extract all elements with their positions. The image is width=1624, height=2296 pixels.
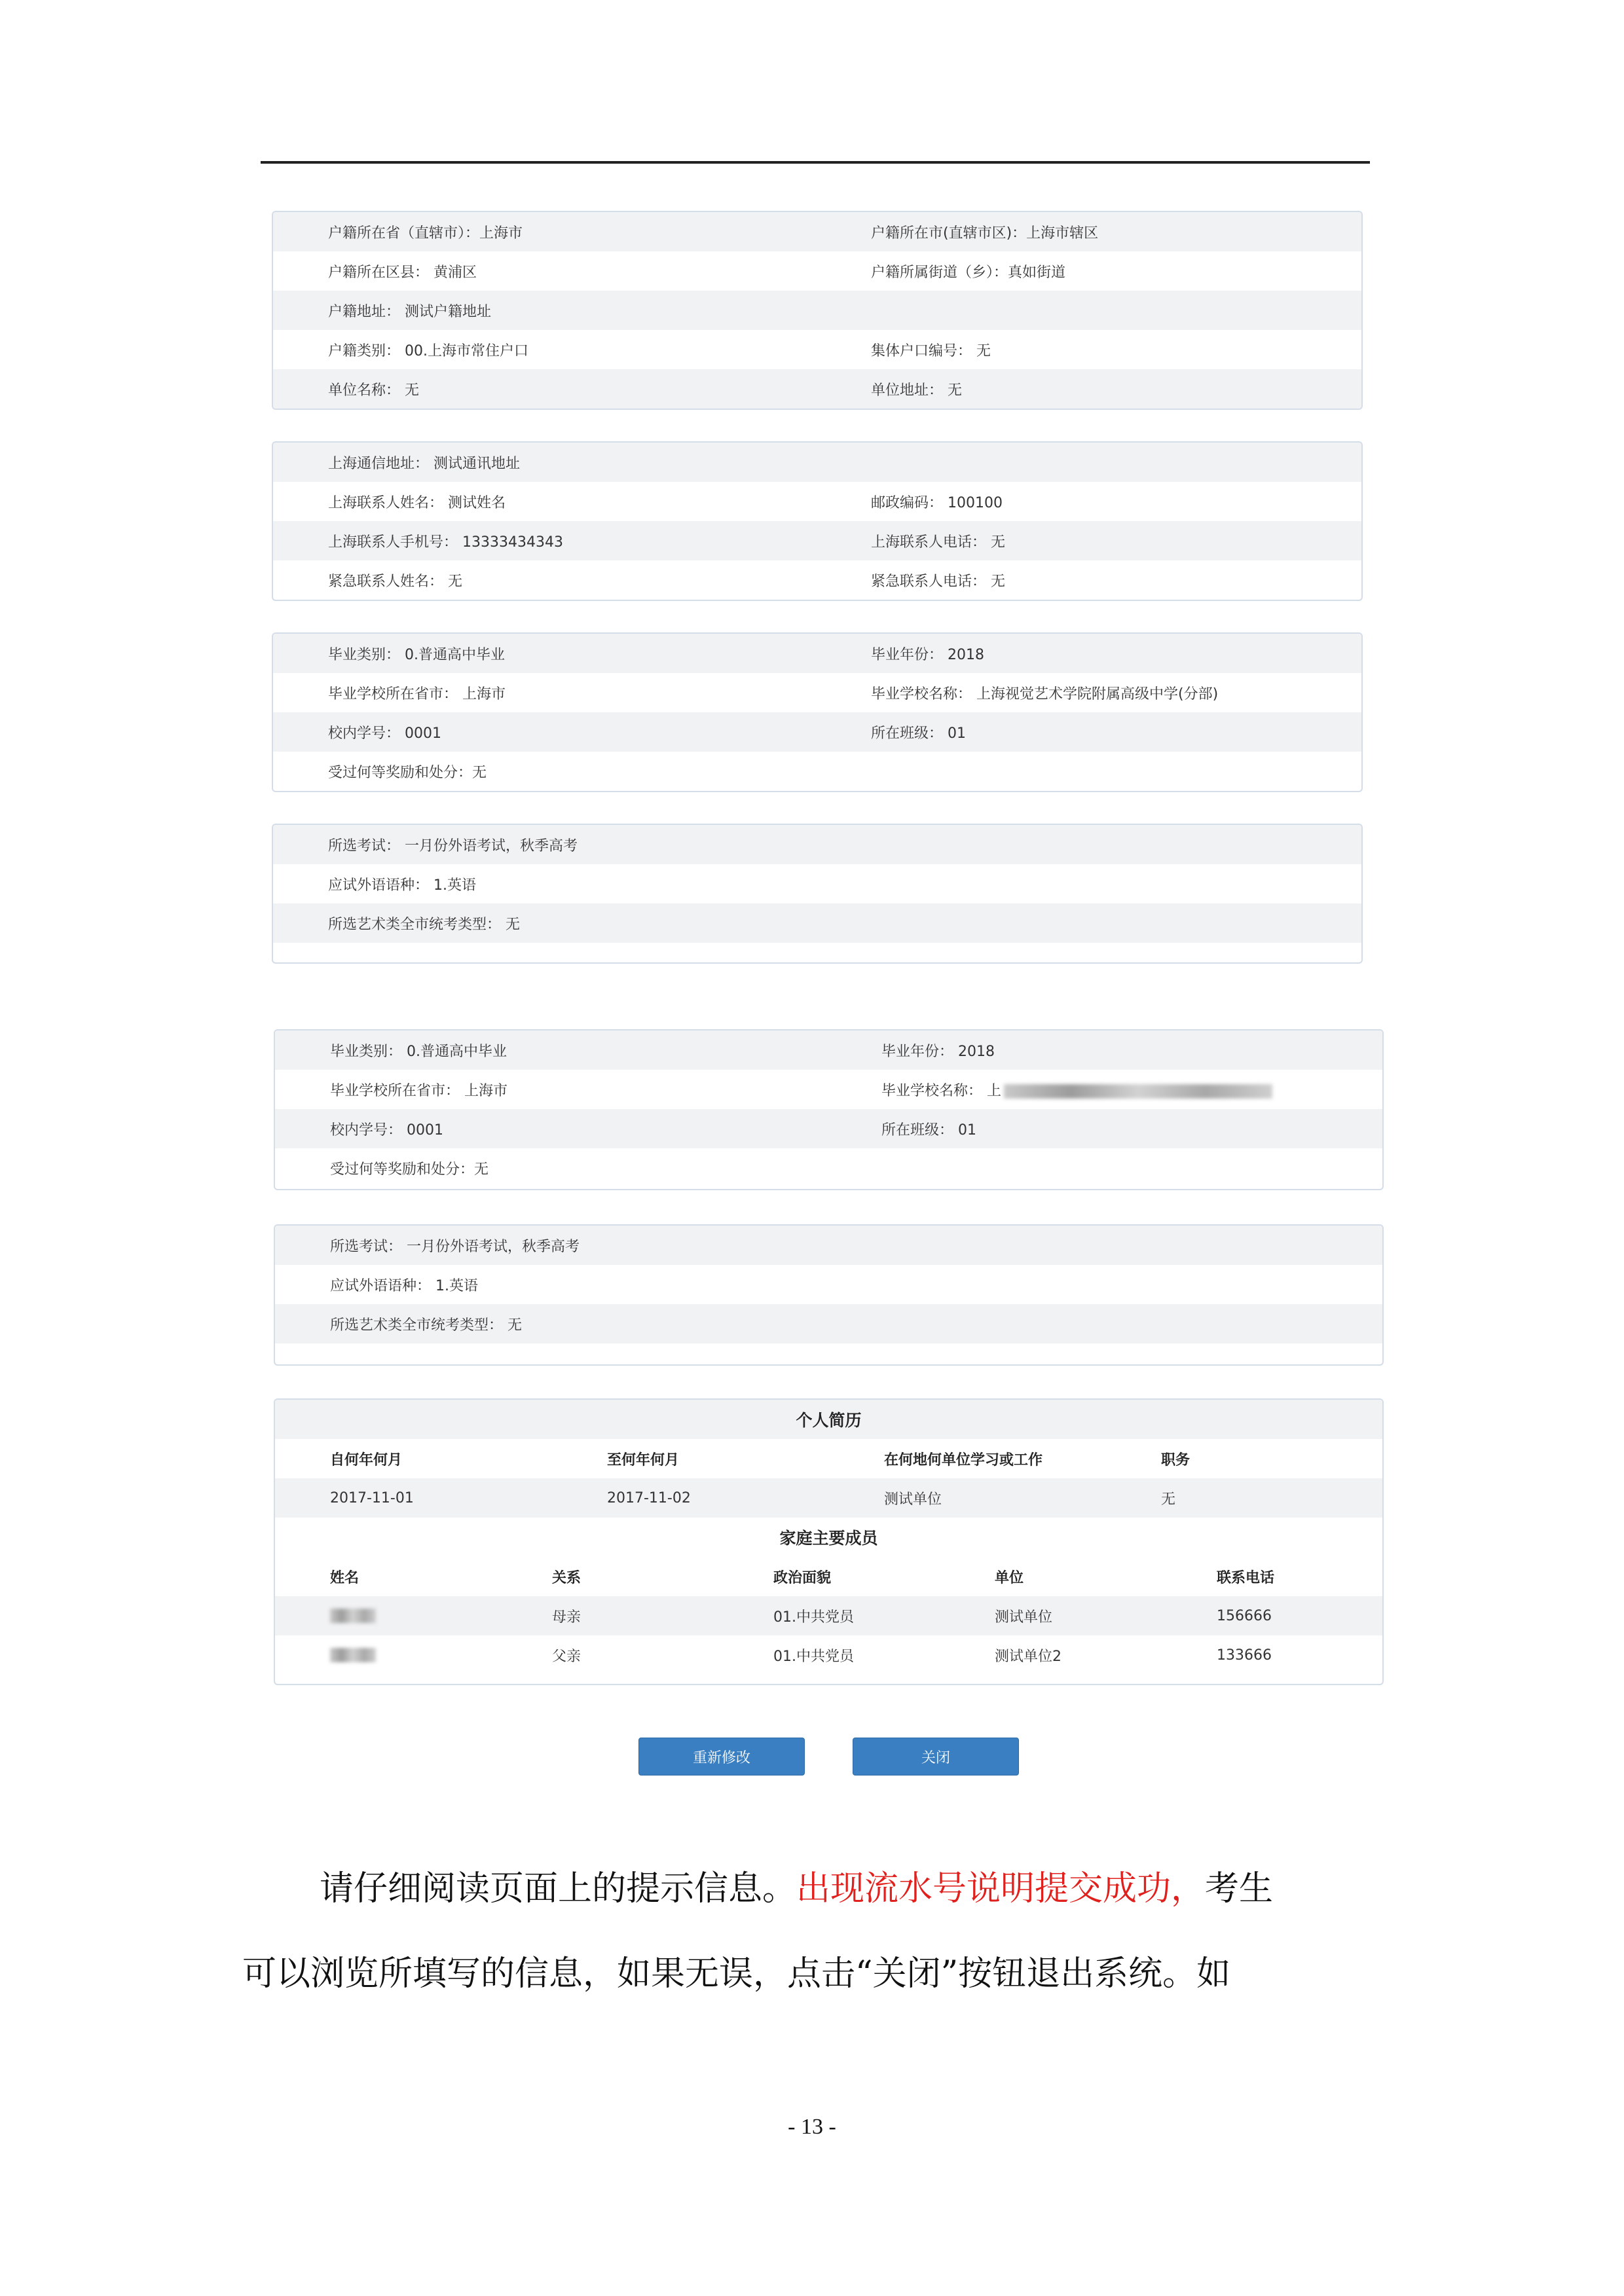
graduation-type-field: 毕业类别： 0.普通高中毕业: [330, 1043, 507, 1060]
info-row: [273, 864, 1361, 903]
household-type-field: 户籍类别： 00.上海市常住户口: [328, 342, 528, 359]
resume-position: 无: [1161, 1491, 1176, 1508]
family-header-row: [275, 1557, 1382, 1596]
instruction-line-2: 可以浏览所填写的信息，如果无误，点击“关闭”按钮退出系统。如: [242, 1954, 1231, 1994]
family-unit: 测试单位2: [995, 1648, 1061, 1665]
district-field: 户籍所在区县： 黄浦区: [328, 264, 477, 281]
class-field: 所在班级： 01: [871, 725, 966, 742]
family-row: [275, 1635, 1382, 1675]
header-rule: [261, 161, 1370, 164]
selected-exam-field: 所选考试： 一月份外语考试，秋季高考: [328, 837, 578, 854]
graduation-year-field: 毕业年份： 2018: [871, 646, 984, 663]
info-row: [273, 330, 1361, 369]
graduation-type-field: 毕业类别： 0.普通高中毕业: [328, 646, 505, 663]
graduation-info-panel: [272, 632, 1363, 792]
resume-place: 测试单位: [884, 1491, 942, 1508]
resume-row: [275, 1478, 1382, 1518]
contact-info-panel: [272, 441, 1363, 601]
family-col-political: 政治面貌: [773, 1569, 832, 1586]
info-row: [273, 291, 1361, 330]
student-id-field: 校内学号： 0001: [328, 725, 441, 742]
student-id-field: 校内学号： 0001: [330, 1121, 443, 1139]
school-name-field: [881, 1080, 1272, 1100]
instruction-line-1: [320, 1861, 1273, 1910]
info-row: [275, 1148, 1382, 1188]
info-row: [273, 634, 1361, 673]
instruction-text-a: 请仔细阅读页面上的提示信息。: [320, 1869, 797, 1908]
info-row: [273, 712, 1361, 752]
exam-info-panel-2: [274, 1224, 1384, 1366]
family-political: 01.中共党员: [773, 1648, 854, 1665]
instruction-text-c: 考生: [1205, 1869, 1274, 1908]
collective-number-field: 集体户口编号： 无: [871, 342, 991, 359]
awards-field: 受过何等奖励和处分：无: [328, 764, 487, 781]
resume-col-position: 职务: [1161, 1451, 1190, 1468]
emergency-phone-field: 紧急联系人电话： 无: [871, 573, 1005, 590]
family-row: [275, 1596, 1382, 1635]
family-relation: 父亲: [552, 1648, 581, 1665]
selected-exam-field: 所选考试： 一月份外语考试，秋季高考: [330, 1238, 580, 1255]
emergency-name-field: 紧急联系人姓名： 无: [328, 573, 462, 590]
family-col-relation: 关系: [552, 1569, 581, 1586]
graduation-year-field: 毕业年份： 2018: [881, 1043, 995, 1060]
school-name-text: 毕业学校名称： 上: [881, 1082, 1001, 1099]
modify-button[interactable]: 重新修改: [638, 1738, 805, 1776]
info-row: [273, 521, 1361, 560]
mailing-address-field: 上海通信地址： 测试通讯地址: [328, 455, 520, 472]
info-row: [275, 1109, 1382, 1148]
info-row: [273, 443, 1361, 482]
redacted-name: [330, 1648, 376, 1662]
street-field: 户籍所属街道（乡）：真如街道: [871, 264, 1066, 281]
resume-col-place: 在何地何单位学习或工作: [884, 1451, 1043, 1468]
foreign-language-field: 应试外语语种： 1.英语: [328, 877, 476, 894]
family-col-phone: 联系电话: [1217, 1569, 1275, 1586]
school-province-field: 毕业学校所在省市： 上海市: [330, 1082, 507, 1099]
resume-header-row: [275, 1439, 1382, 1478]
redacted-mask: [1004, 1084, 1272, 1099]
info-row: [273, 903, 1361, 943]
class-field: 所在班级： 01: [881, 1121, 976, 1139]
info-row: [275, 1265, 1382, 1304]
school-province-field: 毕业学校所在省市： 上海市: [328, 685, 506, 702]
family-phone: 133666: [1217, 1647, 1272, 1664]
info-row: [275, 1030, 1382, 1070]
resume-col-to: 至何年何月: [607, 1451, 680, 1468]
contact-mobile-field: 上海联系人手机号： 13333434343: [328, 534, 563, 551]
graduation-info-panel-2: [274, 1029, 1384, 1190]
family-col-unit: 单位: [995, 1569, 1024, 1586]
resume-to: 2017-11-02: [607, 1489, 691, 1506]
close-button[interactable]: 关闭: [853, 1738, 1019, 1776]
redacted-name: [330, 1609, 376, 1623]
resume-col-from: 自何年何月: [330, 1451, 403, 1468]
art-exam-type-field: 所选艺术类全市统考类型： 无: [330, 1317, 522, 1334]
art-exam-type-field: 所选艺术类全市统考类型： 无: [328, 916, 520, 933]
postcode-field: 邮政编码： 100100: [871, 494, 1003, 511]
contact-name-field: 上海联系人姓名： 测试姓名: [328, 494, 506, 511]
household-info-panel: [272, 211, 1363, 410]
info-row: [273, 251, 1361, 291]
foreign-language-field: 应试外语语种： 1.英语: [330, 1277, 478, 1294]
info-row: [273, 825, 1361, 864]
instruction-highlight: 出现流水号说明提交成功，: [796, 1869, 1206, 1908]
school-name-field: 毕业学校名称： 上海视觉艺术学院附属高级中学(分部): [871, 685, 1219, 702]
info-row: [273, 752, 1361, 791]
exam-info-panel: [272, 824, 1363, 964]
info-row: [275, 1226, 1382, 1265]
info-row: [273, 482, 1361, 521]
city-field: 户籍所在市(直辖市区)：上海市辖区: [871, 225, 1099, 242]
info-row: [273, 673, 1361, 712]
info-row: [275, 1070, 1382, 1109]
family-unit: 测试单位: [995, 1609, 1053, 1626]
resume-from: 2017-11-01: [330, 1489, 414, 1506]
info-row: [273, 212, 1361, 251]
info-row: [273, 560, 1361, 600]
contact-phone-field: 上海联系人电话： 无: [871, 534, 1005, 551]
page-number: - 13 -: [788, 2115, 836, 2139]
info-row: [275, 1304, 1382, 1343]
family-relation: 母亲: [552, 1609, 581, 1626]
resume-family-panel: [274, 1398, 1384, 1685]
family-title: 家庭主要成员: [275, 1518, 1382, 1557]
household-address-field: 户籍地址： 测试户籍地址: [328, 303, 491, 320]
info-row: [273, 369, 1361, 409]
awards-field: 受过何等奖励和处分：无: [330, 1161, 489, 1178]
resume-title: 个人简历: [275, 1400, 1382, 1439]
employer-name-field: 单位名称： 无: [328, 382, 419, 399]
family-political: 01.中共党员: [773, 1609, 854, 1626]
province-field: 户籍所在省（直辖市）：上海市: [328, 225, 523, 242]
family-col-name: 姓名: [330, 1569, 360, 1586]
family-phone: 156666: [1217, 1607, 1272, 1624]
employer-address-field: 单位地址： 无: [871, 382, 962, 399]
